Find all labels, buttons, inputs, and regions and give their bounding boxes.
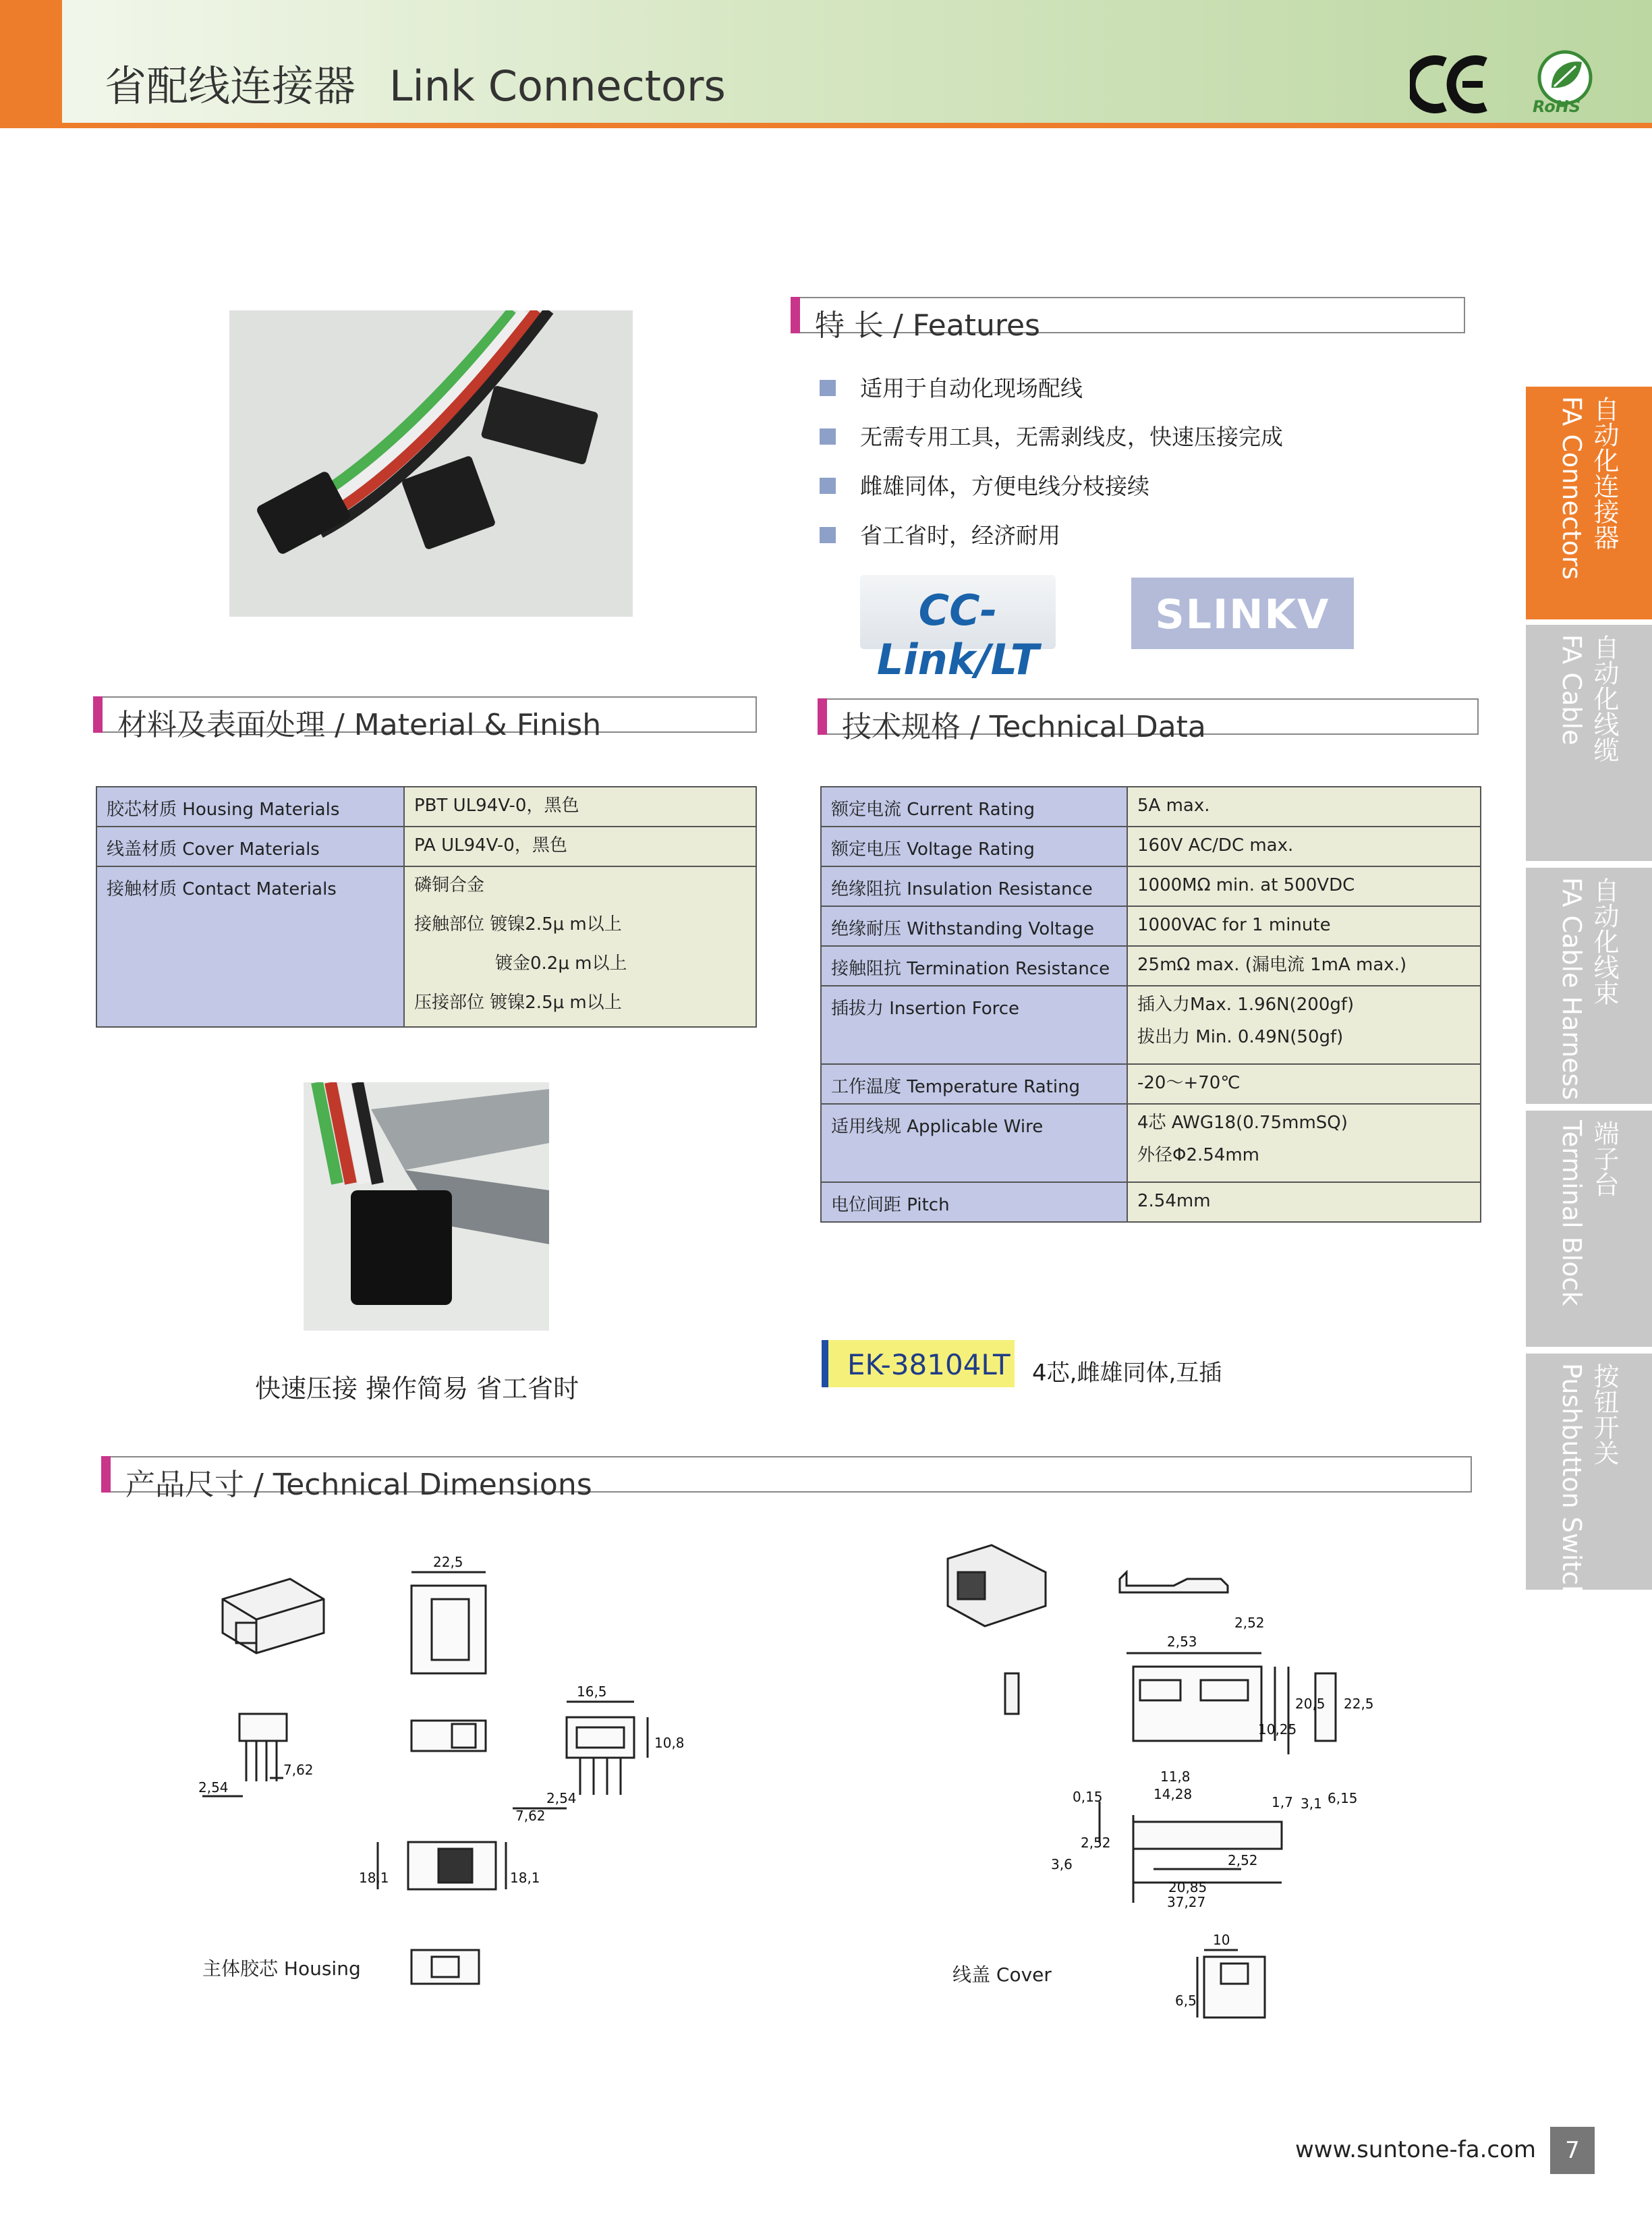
header-accent-block [0,0,62,128]
page-title-cn: 省配线连接器 [105,61,356,111]
product-photo-illustration [229,310,633,617]
bullet-square-icon [820,478,836,494]
feature-item: 雌雄同体，方便电线分枝接续 [820,469,1149,501]
side-tab-fa-cable[interactable]: 自动化线缆 FA Cable [1526,625,1652,861]
material-label: 胶芯材质 Housing Materials [96,787,404,827]
housing-drawing [189,1552,809,1997]
cover-dim-label: 6,15 [1328,1790,1358,1806]
page-title [105,53,726,113]
housing-caption: 主体胶芯 Housing [202,1957,361,1980]
features-title: 特 长 / Features [815,308,1040,343]
spec-value: 2.54mm [1127,1182,1481,1222]
cover-dim-label: 22,5 [1344,1696,1374,1712]
cover-dim-label: 2,52 [1081,1835,1111,1851]
spec-label: 额定电流 Current Rating [821,787,1127,827]
section-marker [818,698,827,735]
cover-dim-label: 3,1 [1301,1796,1322,1812]
table-row [821,1104,1481,1182]
housing-dim-label: 18,1 [510,1870,540,1886]
technical-section-header [818,698,1479,744]
housing-dim-label: 10,8 [654,1735,685,1751]
page-title-en: Link Connectors [389,61,726,111]
table-row [821,1182,1481,1222]
material-value: PBT UL94V-0，黑色 [404,787,756,827]
page-number: 7 [1550,2127,1595,2174]
bullet-square-icon [820,428,836,445]
features-section-header [791,297,1465,343]
material-title: 材料及表面处理 / Material & Finish [117,708,602,742]
spec-value: 1000MΩ min. at 500VDC [1127,866,1481,906]
spec-label: 电位间距 Pitch [821,1182,1127,1222]
housing-dim-label: 18,1 [359,1870,389,1886]
ce-mark-icon [1410,54,1491,115]
table-row [821,1064,1481,1104]
cover-dim-label: 37,27 [1167,1894,1206,1910]
section-marker [93,696,103,733]
feature-item: 适用于自动化现场配线 [820,371,1083,403]
housing-dim-label: 2,54 [198,1779,229,1796]
side-tab-fa-connectors[interactable]: 自动化连接器 FA Connectors [1526,387,1652,619]
crimp-photo [304,1082,549,1331]
cclink-logo: CC-Link/LT [860,575,1056,649]
spec-value: 25mΩ max. (漏电流 1mA max.) [1127,946,1481,986]
cover-dim-label: 1,7 [1272,1794,1293,1810]
table-row [821,986,1481,1064]
crimp-photo-illustration [304,1082,549,1331]
part-number-badge: EK-38104LT [822,1340,1015,1387]
material-label: 接触材质 Contact Materials [96,866,404,1027]
side-tab-fa-cable-harness[interactable]: 自动化线束 FA Cable Harness [1526,868,1652,1104]
cover-dim-label: 10 [1213,1932,1230,1948]
page-header [0,0,1652,128]
part-description: 4芯,雌雄同体,互插 [1032,1360,1222,1387]
table-row [96,787,756,827]
table-row [821,787,1481,827]
cover-dim-label: 10,25 [1258,1721,1297,1737]
table-row [821,827,1481,866]
cover-dim-label: 0,15 [1073,1789,1103,1805]
cover-caption: 线盖 Cover [952,1964,1052,1986]
rohs-mark-text: RoHS [1533,97,1581,116]
header-accent-rule [62,123,1652,128]
cover-dim-label: 3,6 [1051,1856,1073,1872]
crimp-caption: 快速压接 操作简易 省工省时 [255,1374,579,1403]
housing-dim-label: 22,5 [433,1554,463,1570]
cover-dim-label: 20,85 [1168,1879,1207,1895]
housing-dim-label: 7,62 [283,1762,314,1778]
section-marker [791,297,800,333]
spec-value: 插入力Max. 1.96N(200gf) 拔出力 Min. 0.49N(50gf) [1127,986,1481,1064]
feature-item: 无需专用工具，无需剥线皮，快速压接完成 [820,420,1283,451]
product-photo [229,310,633,617]
housing-dim-label: 7,62 [515,1808,546,1824]
slink-logo: SLINKV [1131,578,1354,649]
spec-label: 绝缘耐压 Withstanding Voltage [821,906,1127,946]
technical-table [820,786,1481,1223]
section-marker [101,1456,111,1493]
table-row [821,906,1481,946]
spec-label: 工作温度 Temperature Rating [821,1064,1127,1104]
spec-value: -20～+70℃ [1127,1064,1481,1104]
cover-dim-label: 14,28 [1153,1786,1193,1802]
table-row [96,866,756,1027]
material-table [96,786,757,1028]
spec-label: 额定电压 Voltage Rating [821,827,1127,866]
spec-label: 绝缘阻抗 Insulation Resistance [821,866,1127,906]
cover-dim-label: 6,5 [1175,1993,1197,2009]
dimensions-section-header [101,1456,1472,1502]
side-tab-terminal-block[interactable]: 端子台 Terminal Block [1526,1111,1652,1347]
material-label: 线盖材质 Cover Materials [96,827,404,866]
spec-value: 5A max. [1127,787,1481,827]
feature-item: 省工省时，经济耐用 [820,518,1060,550]
material-section-header [93,696,757,742]
technical-title: 技术规格 / Technical Data [842,710,1206,744]
table-row [821,866,1481,906]
spec-label: 插拔力 Insertion Force [821,986,1127,1064]
spec-value: 1000VAC for 1 minute [1127,906,1481,946]
cover-dim-label: 2,52 [1234,1615,1265,1631]
housing-dim-label: 2,54 [546,1790,577,1806]
table-row [821,946,1481,986]
spec-label: 适用线规 Applicable Wire [821,1104,1127,1182]
cover-dim-label: 11,8 [1160,1769,1191,1785]
material-value: PA UL94V-0，黑色 [404,827,756,866]
bullet-square-icon [820,380,836,396]
cover-dim-label: 2,53 [1167,1634,1197,1650]
spec-value: 160V AC/DC max. [1127,827,1481,866]
material-value: 磷铜合金 接触部位 镀镍2.5μ m以上 镀金0.2μ m以上 压接部位 镀镍2.5μ m以上 [404,866,756,1027]
housing-dim-label: 16,5 [577,1684,607,1700]
spec-value: 4芯 AWG18(0.75mmSQ) 外径Φ2.54mm [1127,1104,1481,1182]
dimensions-title: 产品尺寸 / Technical Dimensions [125,1468,592,1502]
cover-dim-label: 20,5 [1295,1696,1326,1712]
footer-url[interactable]: www.suntone-fa.com [1295,2136,1537,2163]
bullet-square-icon [820,527,836,543]
side-tab-pushbutton-switch[interactable]: 按钮开关 Pushbutton Switch [1526,1354,1652,1590]
spec-label: 接触阻抗 Termination Resistance [821,946,1127,986]
table-row [96,827,756,866]
cover-dim-label: 2,52 [1228,1852,1258,1868]
